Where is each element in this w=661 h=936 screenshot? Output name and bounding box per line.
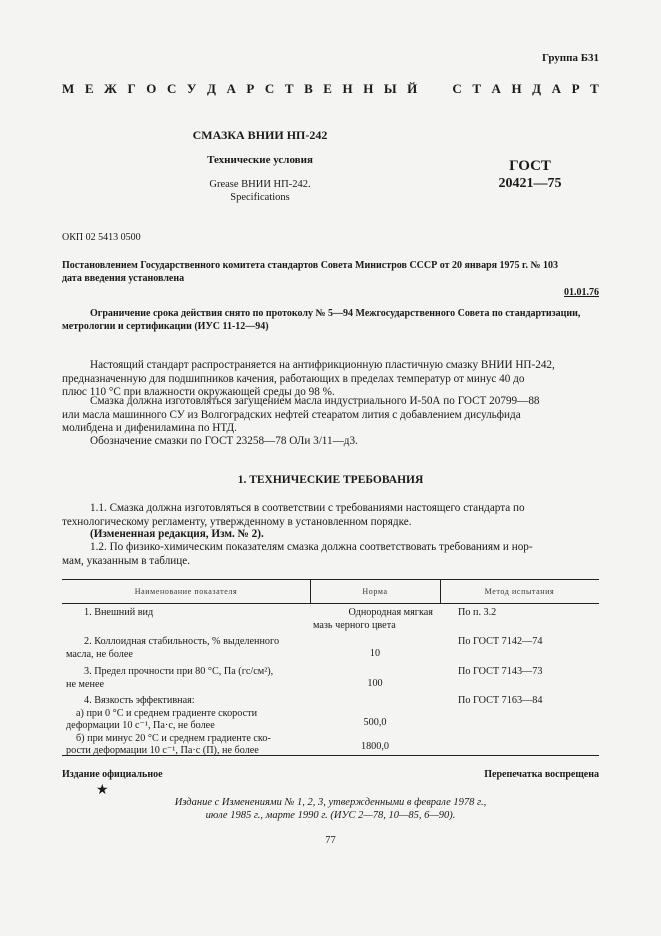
table-bottom-rule xyxy=(62,755,599,756)
clause-1-1 xyxy=(62,502,599,529)
cell-line: б) при минус 20 °С и среднем градиенте ско- xyxy=(76,732,271,744)
table-cell-indicator xyxy=(66,695,306,758)
table-header-indicator: Наименование показателя xyxy=(134,587,238,596)
document-title: СМАЗКА ВНИИ НП-242 xyxy=(192,128,328,142)
banner-letter: Й xyxy=(407,81,418,96)
table-cell-method: По ГОСТ 7142—74 xyxy=(458,636,543,647)
banner-letter: Н xyxy=(511,81,522,96)
banner-letter: Д xyxy=(206,81,216,96)
interstate-standard-banner xyxy=(62,81,599,97)
cell-line: мазь черного цвета xyxy=(313,619,396,631)
banner-letter: Р xyxy=(246,81,255,96)
text-line: молибдена и дифениламина по НТД. xyxy=(62,422,237,435)
banner-letter: У xyxy=(186,81,197,96)
table-cell-method: По п. 3.2 xyxy=(458,607,497,618)
table-header-rule xyxy=(62,603,599,604)
reprint-prohibited-label: Перепечатка воспрещена xyxy=(484,769,599,780)
table-cell-method: По ГОСТ 7163—84 xyxy=(458,695,543,706)
banner-letter: Р xyxy=(571,81,580,96)
english-title: Grease ВНИИ НП-242. xyxy=(209,179,311,190)
intro-paragraph xyxy=(62,359,599,400)
clause-1-2 xyxy=(62,541,599,568)
cell-line: масла, не более xyxy=(66,648,133,660)
section-heading: 1. ТЕХНИЧЕСКИЕ ТРЕБОВАНИЯ xyxy=(237,474,424,486)
text-line: или масла машинного СУ из Волгоградских нефтей стеаратом лития с добавлением дисульфида xyxy=(62,408,521,421)
revisions-note: Издание с Изменениями № 1, 2, 3, утвержденными в феврале 1978 г., xyxy=(174,797,487,808)
banner-letter: А xyxy=(226,81,236,96)
limitation-note: Ограничение срока действия снято по протоколу № 5—94 Межгосударственного Совета по стандартизации, xyxy=(90,308,581,319)
group-code: Группа Б31 xyxy=(542,52,599,64)
text-line: Настоящий стандарт распространяется на антифрикционную пластичную смазку ВНИИ НП-242, xyxy=(90,359,555,371)
banner-letter: Н xyxy=(342,81,353,96)
text-line: 1.1. Смазка должна изготовляться в соответствии с требованиями настоящего стандарта по xyxy=(90,502,525,514)
banner-letter: А xyxy=(491,81,501,96)
cell-line: Однородная мягкая xyxy=(348,607,433,618)
okp-code: ОКП 02 5413 0500 xyxy=(62,232,141,243)
text-line: Смазка должна изготовляться загущением масла индустриального И-50А по ГОСТ 20799—88 xyxy=(90,395,540,407)
cell-line: 1. Внешний вид xyxy=(84,607,154,618)
star-icon: ★ xyxy=(96,783,109,798)
table-header-norm: Норма xyxy=(362,587,388,596)
table-cell-method: По ГОСТ 7143—73 xyxy=(458,666,543,677)
banner-word-gap xyxy=(428,81,442,97)
banner-letter: М xyxy=(62,81,75,96)
table-header-method: Метод испытания xyxy=(484,587,555,596)
banner-letter: В xyxy=(304,81,313,96)
banner-letter: Е xyxy=(323,81,332,96)
cell-line: не менее xyxy=(66,678,104,690)
decree-line: Постановлением Государственного комитета стандартов Совета Министров СССР от 20 января 1975 г. № 103 xyxy=(62,260,559,271)
cell-line: деформации 10 с⁻¹, Па·с, не более xyxy=(66,720,215,731)
intro-paragraph xyxy=(62,395,599,436)
banner-letter: С xyxy=(166,81,177,96)
table-cell-norm: 10 xyxy=(369,648,381,659)
gost-number: 20421—75 xyxy=(498,176,562,191)
banner-letter: Г xyxy=(127,81,136,96)
table-cell-norm xyxy=(313,607,437,632)
cell-line: 2. Коллоидная стабильность, % выделенного xyxy=(84,636,280,647)
document-subtitle: Технические условия xyxy=(207,154,313,166)
text-line: Обозначение смазки по ГОСТ 23258—78 ОЛи 3/11—д3. xyxy=(90,435,358,447)
official-edition-label: Издание официальное xyxy=(62,769,163,780)
limitation-note: метрологии и сертификации (ИУС 11-12—94) xyxy=(62,321,269,332)
introduction-date: 01.01.76 xyxy=(564,287,599,298)
banner-letter: Т xyxy=(590,81,599,96)
banner-letter: Т xyxy=(284,81,294,96)
banner-letter: С xyxy=(264,81,275,96)
decree-line: дата введения установлена xyxy=(62,273,185,284)
table-cell-indicator xyxy=(66,607,306,620)
page-number: 77 xyxy=(325,835,336,846)
english-subtitle: Specifications xyxy=(230,192,290,203)
intro-paragraph xyxy=(62,435,599,449)
edition-note: (Измененная редакция, Изм. № 2). xyxy=(90,528,264,540)
text-line: плюс 110 °С при влажности окружающей среды до 98 %. xyxy=(62,386,335,399)
cell-line: а) при 0 °С и среднем градиенте скорости xyxy=(76,707,258,719)
text-line: 1.2. По физико-химическим показателям смазка должна соответствовать требованиям и нор- xyxy=(90,541,533,553)
text-line: предназначенную для подшипников качения, работающих в пределах температур от минус 40 до xyxy=(62,372,525,385)
banner-letter: Н xyxy=(363,81,374,96)
table-top-rule xyxy=(62,579,599,580)
revisions-note: июле 1985 г., марте 1990 г. (ИУС 2—78, 10—85, 6—90). xyxy=(205,810,456,821)
gost-label: ГОСТ xyxy=(509,158,551,174)
text-line: мам, указанным в таблице. xyxy=(62,554,191,567)
table-cell-norm: 1800,0 xyxy=(360,741,389,752)
cell-line: 4. Вязкость эффективная: xyxy=(84,695,195,706)
banner-letter: О xyxy=(146,81,157,96)
table-cell-indicator xyxy=(66,636,306,661)
table-cell-indicator xyxy=(66,666,306,691)
table-cell-norm: 100 xyxy=(367,678,383,689)
text-line: технологическому регламенту, утвержденному в установленном порядке. xyxy=(62,515,412,528)
banner-letter: Т xyxy=(472,81,481,96)
banner-letter: Д xyxy=(532,81,542,96)
cell-line: рости деформации 10 с⁻¹, Па·с (П), не более xyxy=(66,745,259,756)
banner-letter: С xyxy=(452,81,462,96)
cell-line: 3. Предел прочности при 80 °С, Па (гс/см²), xyxy=(84,666,274,677)
banner-letter: Ы xyxy=(383,81,397,96)
table-cell-norm: 500,0 xyxy=(363,717,387,728)
banner-letter: Ж xyxy=(104,81,117,96)
banner-letter: Е xyxy=(84,81,94,96)
banner-letter: А xyxy=(551,81,562,96)
